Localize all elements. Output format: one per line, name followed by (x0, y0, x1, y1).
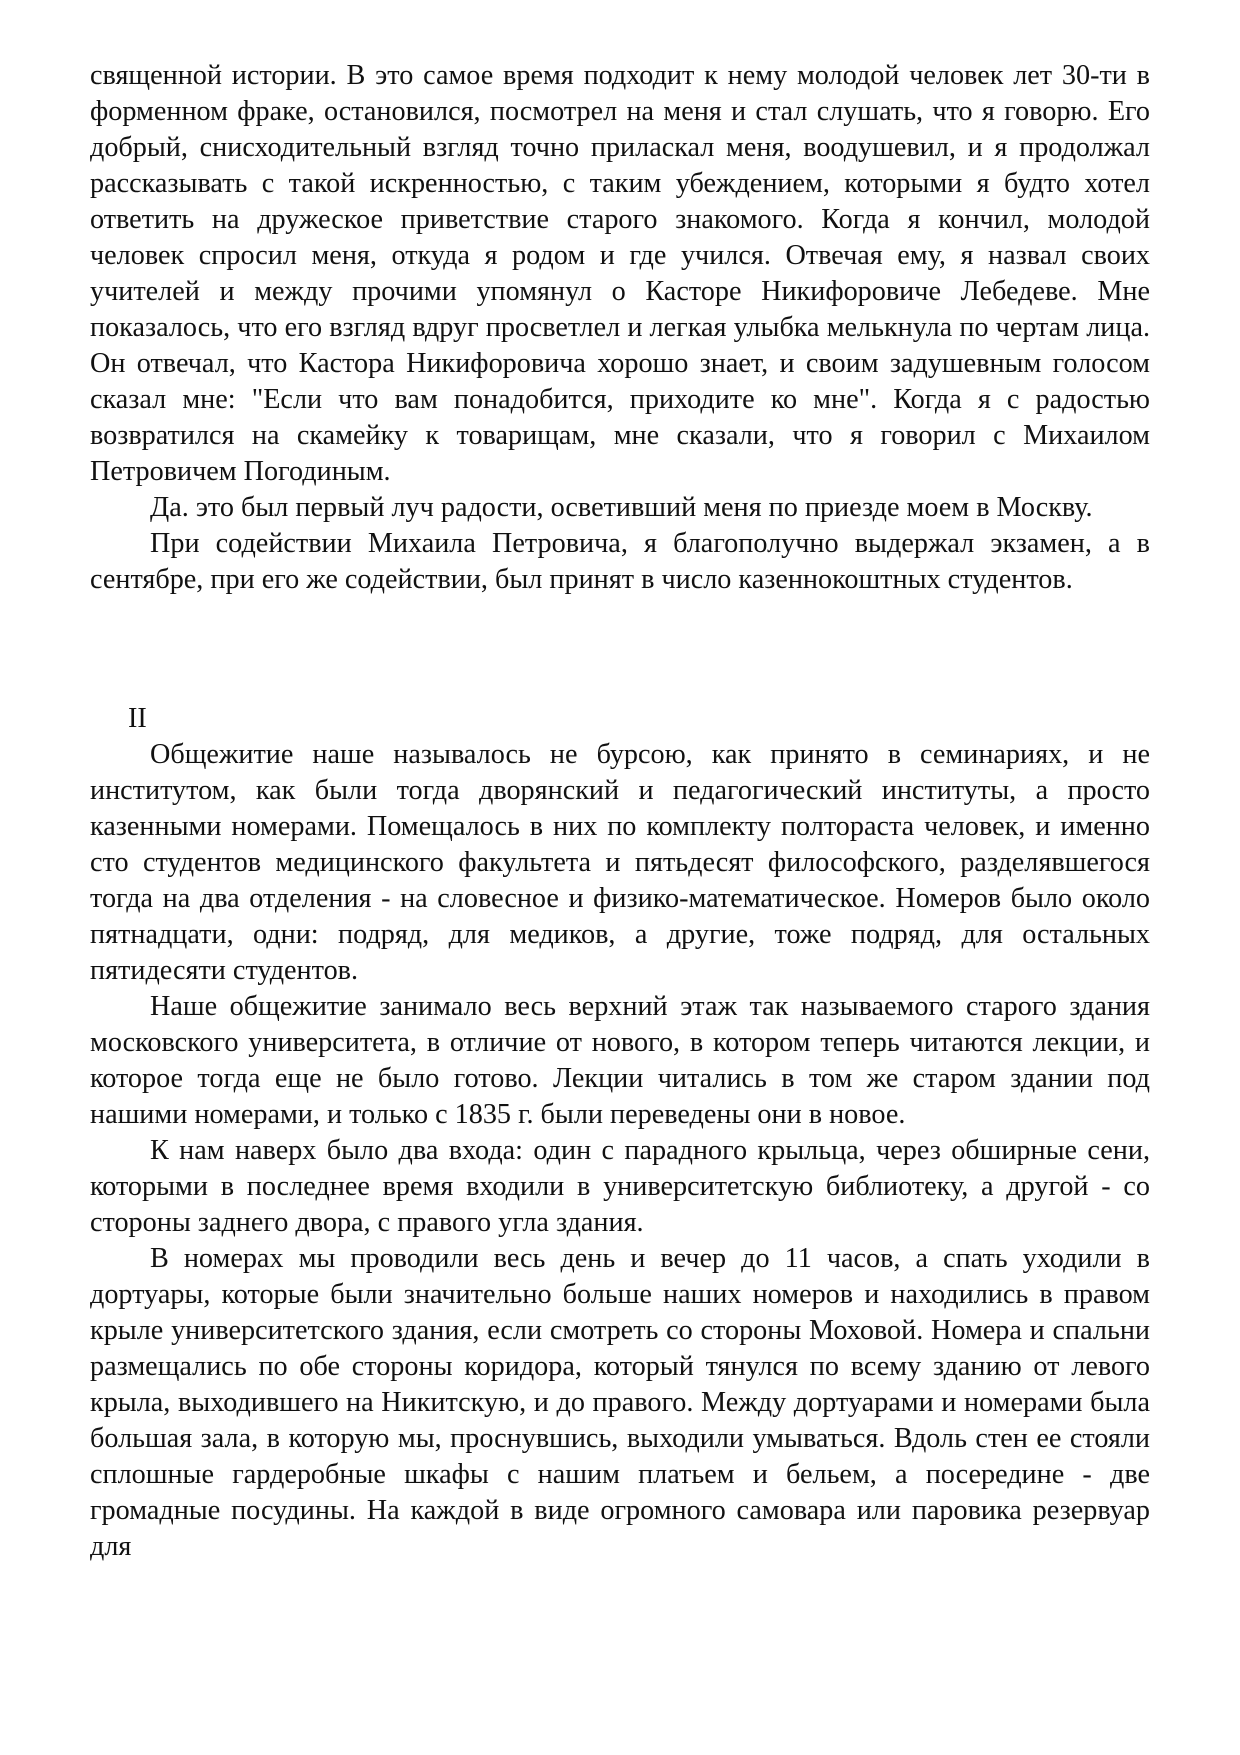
paragraph: К нам наверх было два входа: один с парадного крыльца, через обширные сени, которыми в последнее время входили в университетскую библиотеку, а другой - со стороны заднего двора, с правого угла здания. (90, 1135, 1150, 1238)
section-heading: II (128, 703, 147, 734)
document-page (90, 58, 1150, 1565)
paragraph: При содействии Михаила Петровича, я благополучно выдержал экзамен, а в сентябре, при его же содействии, был принят в число казеннокоштных студентов. (90, 528, 1150, 595)
paragraph: Наше общежитие занимало весь верхний этаж так называемого старого здания московского университета, в отличие от нового, в котором теперь читаются лекции, и которое тогда еще не было готово. Лекции читались в том же старом здании под нашими номерами, и только с 1835 г. были переведены они в новое. (90, 991, 1150, 1130)
paragraph: В номерах мы проводили весь день и вечер до 11 часов, а спать уходили в дортуары, которые были значительно больше наших номеров и находились в правом крыле университетского здания, если смотреть со стороны Моховой. Номера и спальни размещались по обе стороны коридора, который тянулся по всему зданию от левого крыла, выходившего на Никитскую, и до правого. Между дортуарами и номерами была большая зала, в которую мы, проснувшись, выходили умываться. Вдоль стен ее стояли сплошные гардеробные шкафы с нашим платьем и бельем, а посередине - две громадные посудины. На каждой в виде огромного самовара или паровика резервуар для (90, 1243, 1150, 1562)
paragraph: Общежитие наше называлось не бурсою, как принято в семинариях, и не институтом, как были тогда дворянский и педагогический институты, а просто казенными номерами. Помещалось в них по комплекту полтораста человек, и именно сто студентов медицинского факультета и пятьдесят философского, разделявшегося тогда на два отделения - на словесное и физико-математическое. Номеров было около пятнадцати, одни: подряд, для медиков, а другие, тоже подряд, для остальных пятидесяти студентов. (90, 739, 1150, 986)
paragraph: Да. это был первый луч радости, осветивший меня по приезде моем в Москву. (150, 492, 1093, 523)
paragraph-continuation: священной истории. В это самое время подходит к нему молодой человек лет 30-ти в форменном фраке, остановился, посмотрел на меня и стал слушать, что я говорю. Его добрый, снисходительный взгляд точно приласкал меня, воодушевил, и я продолжал рассказывать с такой искренностью, с таким убеждением, которыми я будто хотел ответить на дружеское приветствие старого знакомого. Когда я кончил, молодой человек спросил меня, откуда я родом и где учился. Отвечая ему, я назвал своих учителей и между прочими упомянул о Касторе Никифоровиче Лебедеве. Мне показалось, что его взгляд вдруг просветлел и легкая улыбка мелькнула по чертам лица. Он отвечал, что Кастора Никифоровича хорошо знает, и своим задушевным голосом сказал мне: "Если что вам понадобится, приходите ко мне". Когда я с радостью возвратился на скамейку к товарищам, мне сказали, что я говорил с Михаилом Петровичем Погодиным. (90, 60, 1150, 487)
